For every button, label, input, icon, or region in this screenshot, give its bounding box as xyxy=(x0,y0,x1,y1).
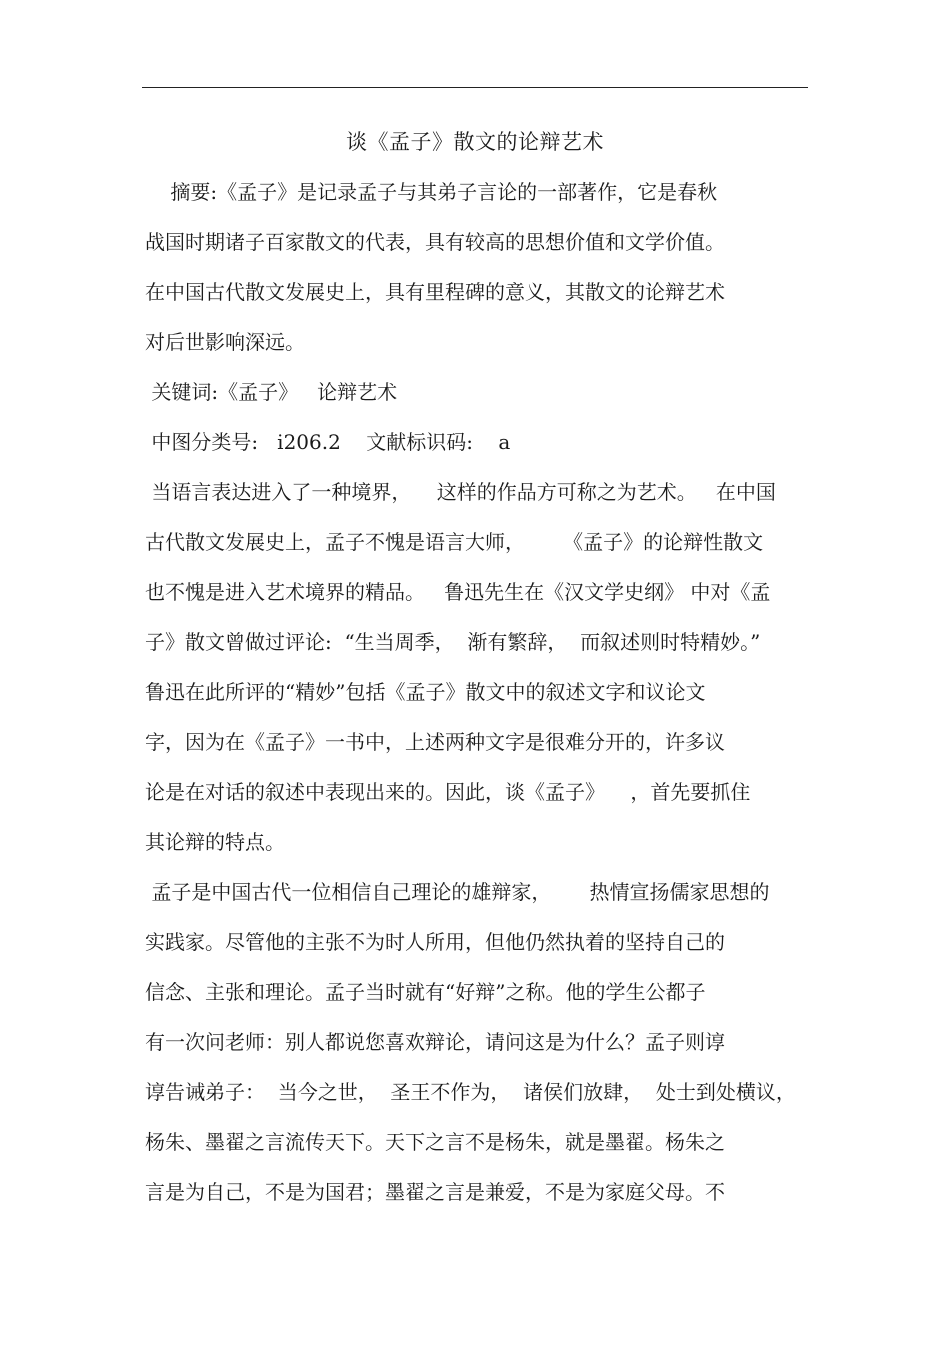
text-line: 信念、主张和理论。孟子当时就有“好辩”之称。他的学生公都子 xyxy=(145,980,706,1004)
text-line: 论是在对话的叙述中表现出来的。因此，谈《孟子》 ，首先要抓住 xyxy=(145,780,751,804)
text-line: 谆告诫弟子： 当今之世， 圣王不作为， 诸侯们放肆， 处士到处横议， xyxy=(145,1080,796,1104)
text-line: 其论辩的特点。 xyxy=(145,830,285,854)
text-line: 对后世影响深远。 xyxy=(145,330,305,354)
classification-line: 中图分类号: i206.2 文献标识码: a xyxy=(145,430,511,454)
text-line: 子》散文曾做过评论: “生当周季， 渐有繁辞， 而叙述则时特精妙。” xyxy=(145,630,761,654)
text-line: 有一次问老师：别人都说您喜欢辩论，请问这是为什么？孟子则谆 xyxy=(145,1030,725,1054)
page-title: 谈《孟子》散文的论辩艺术 xyxy=(346,130,604,154)
text-line: 战国时期诸子百家散文的代表，具有较高的思想价值和文学价值。 xyxy=(145,230,725,254)
text-line: 当语言表达进入了一种境界， 这样的作品方可称之为艺术。 在中国 xyxy=(145,480,776,504)
text-line: 字，因为在《孟子》一书中，上述两种文字是很难分开的，许多议 xyxy=(145,730,725,754)
text-line: 孟子是中国古代一位相信自己理论的雄辩家， 热情宣扬儒家思想的 xyxy=(145,880,770,904)
text-line: 言是为自己，不是为国君；墨翟之言是兼爱，不是为家庭父母。不 xyxy=(145,1180,725,1204)
text-line: 摘要:《孟子》是记录孟子与其弟子言论的一部著作，它是春秋 xyxy=(145,180,718,204)
text-line: 在中国古代散文发展史上，具有里程碑的意义，其散文的论辩艺术 xyxy=(145,280,725,304)
text-line: 鲁迅在此所评的“精妙”包括《孟子》散文中的叙述文字和议论文 xyxy=(145,680,706,704)
text-line: 杨朱、墨翟之言流传天下。天下之言不是杨朱，就是墨翟。杨朱之 xyxy=(145,1130,725,1154)
keywords-line: 关键词:《孟子》 论辩艺术 xyxy=(145,380,398,404)
text-line: 也不愧是进入艺术境界的精品。 鲁迅先生在《汉文学史纲》 中对《孟 xyxy=(145,580,771,604)
text-line: 实践家。尽管他的主张不为时人所用，但他仍然执着的坚持自己的 xyxy=(145,930,725,954)
header-rule xyxy=(142,87,808,88)
text-line: 古代散文发展史上，孟子不愧是语言大师， 《孟子》的论辩性散文 xyxy=(145,530,764,554)
